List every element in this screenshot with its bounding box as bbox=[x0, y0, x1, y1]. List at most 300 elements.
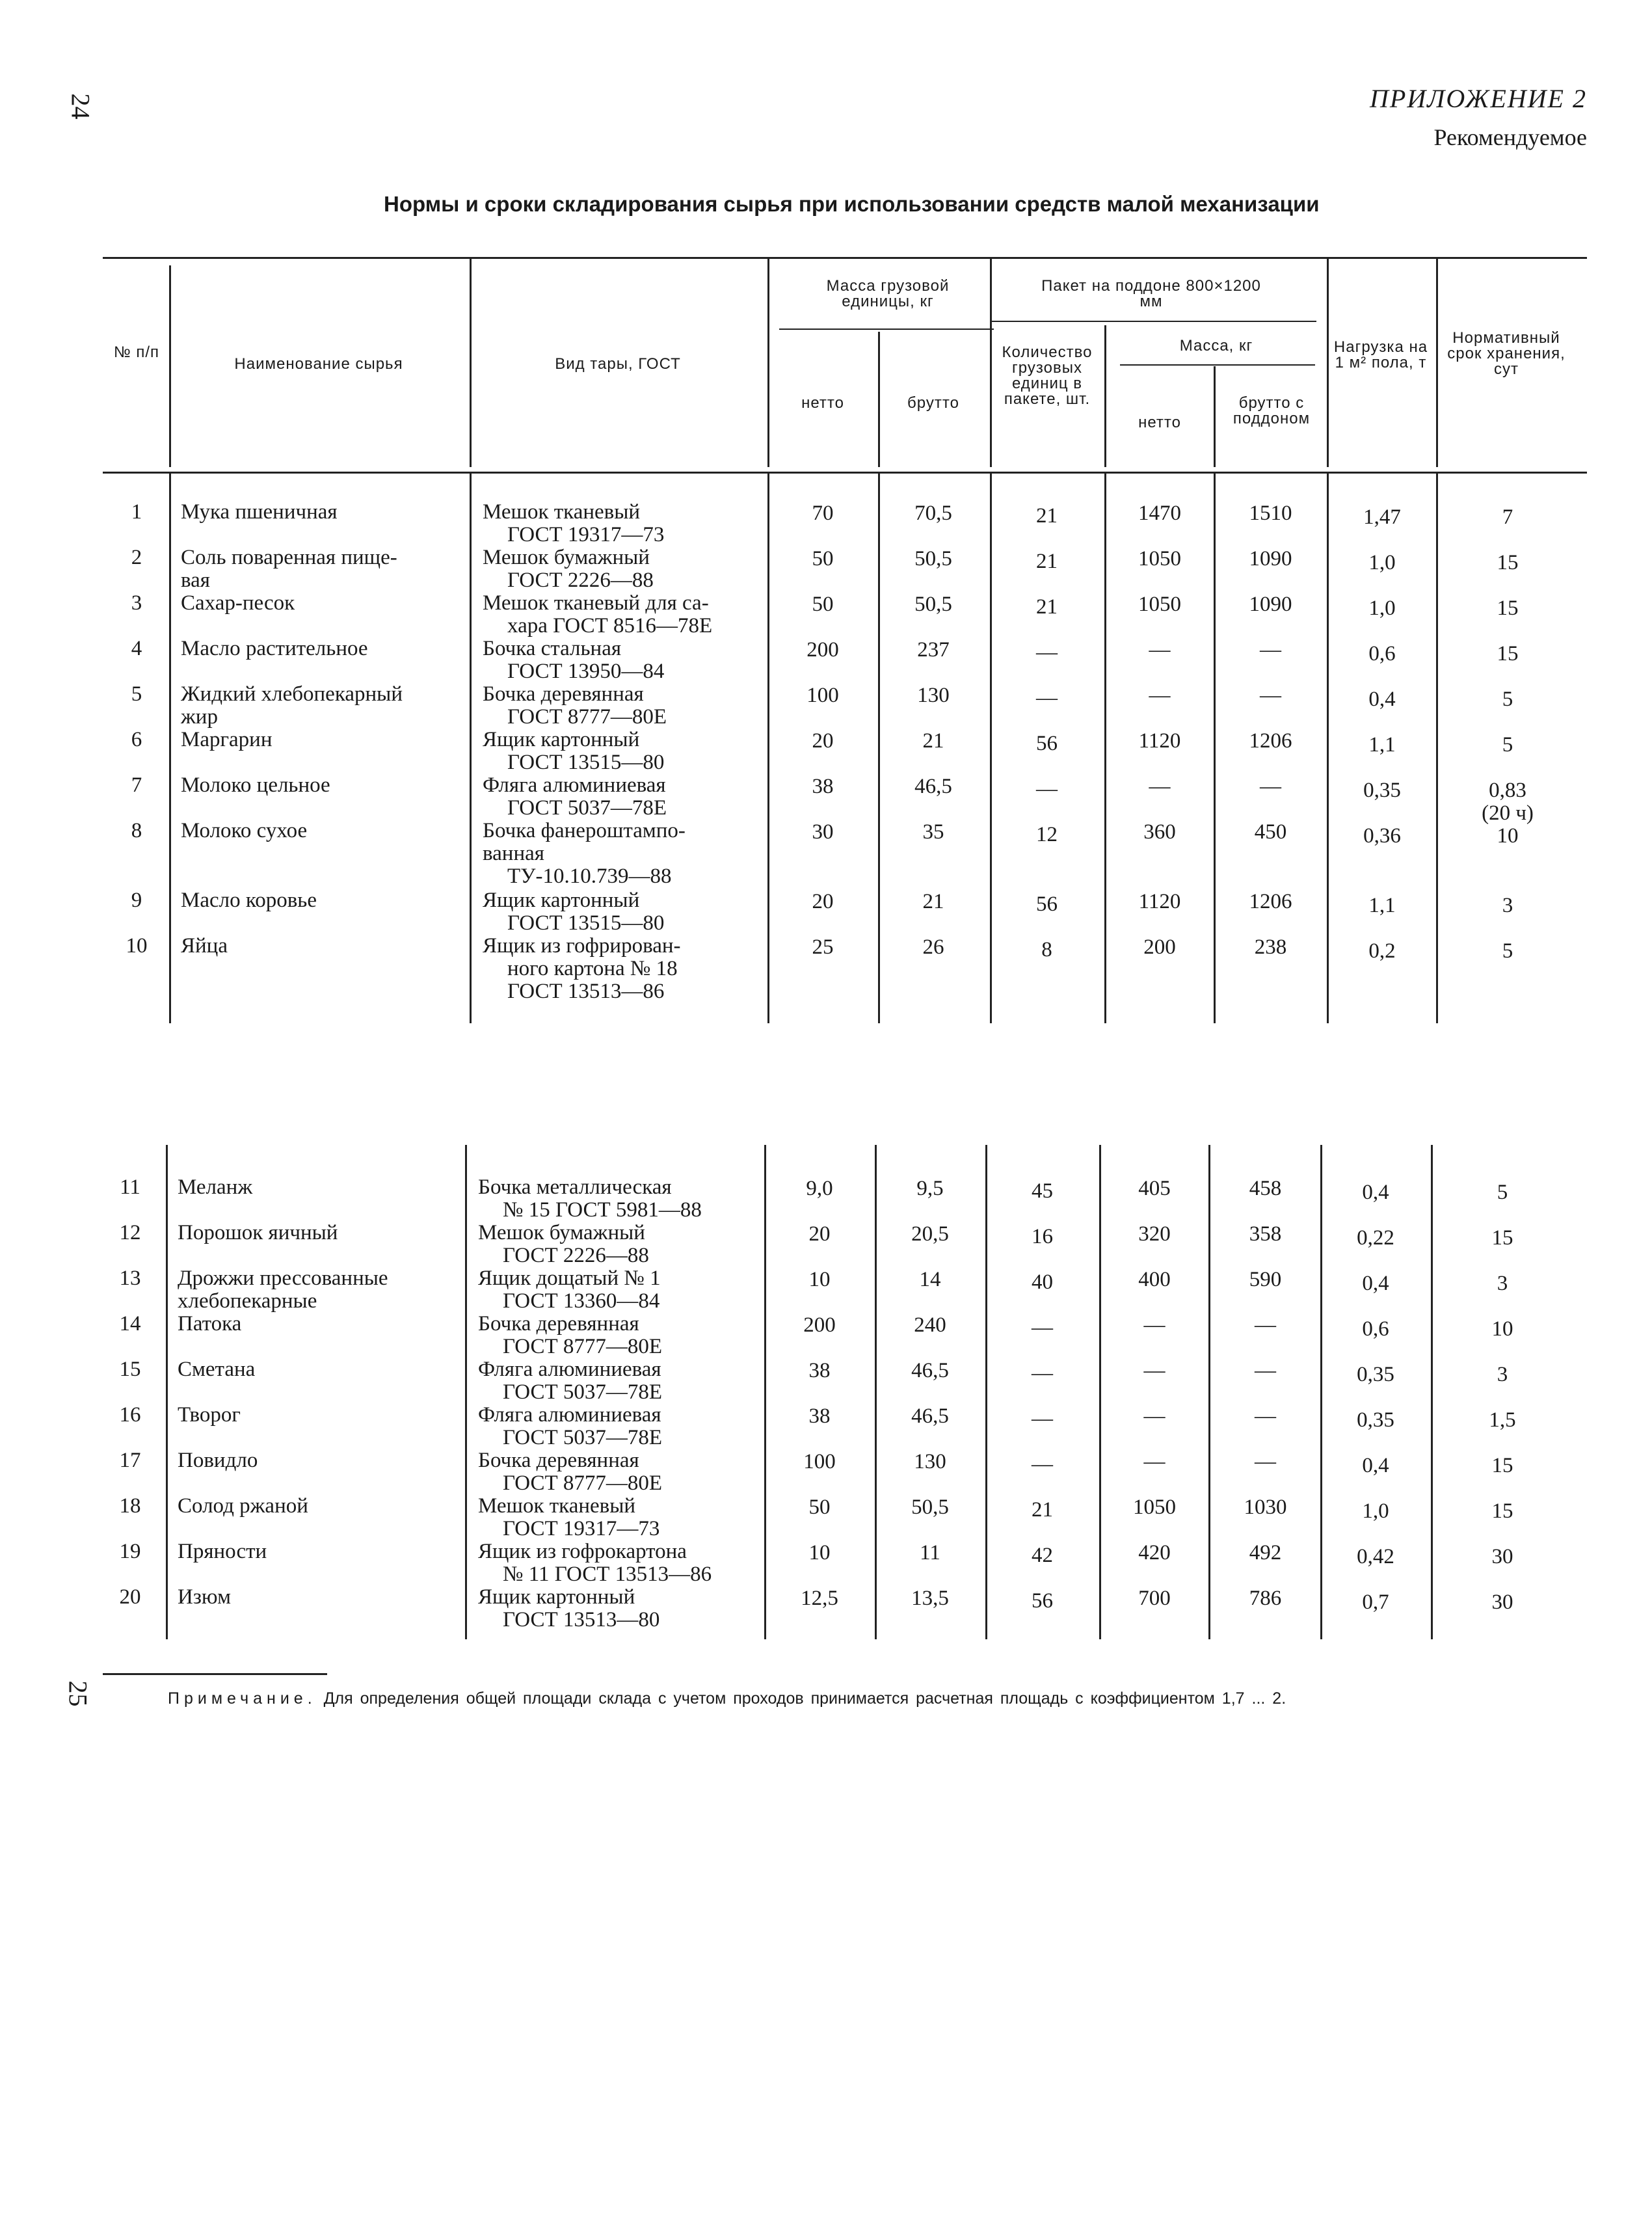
status-label: Рекомендуемое bbox=[1433, 124, 1587, 150]
cell-netto: 10 bbox=[808, 1541, 831, 1564]
body-divider bbox=[875, 1145, 877, 1639]
cell-pkg-netto: — bbox=[1149, 638, 1171, 662]
cell-load: 0,6 bbox=[1368, 642, 1396, 665]
col-header-name: Наименование сырья bbox=[234, 355, 403, 373]
cell-pkg-brutto: 1030 bbox=[1244, 1496, 1287, 1519]
cell-tare-line: ГОСТ 8777—80Е bbox=[503, 1335, 663, 1358]
footnote-label: Примечание. bbox=[168, 1689, 317, 1708]
header-divider bbox=[169, 265, 171, 467]
cell-pkg-netto: 700 bbox=[1138, 1587, 1171, 1610]
cell-pkg-netto: 1050 bbox=[1138, 547, 1181, 570]
cell-tare-line: ГОСТ 8777—80Е bbox=[507, 705, 667, 729]
cell-name bbox=[178, 1449, 464, 1472]
cell-tare bbox=[478, 1586, 758, 1631]
cell-tare-line: Ящик из гофрокартона bbox=[478, 1540, 687, 1563]
cell-tare bbox=[483, 820, 762, 888]
cell-pkg-netto: — bbox=[1143, 1313, 1166, 1337]
cell-name bbox=[181, 774, 467, 797]
body-divider bbox=[990, 474, 992, 1023]
cell-count: 21 bbox=[1032, 1498, 1053, 1522]
cell-count: 56 bbox=[1036, 893, 1058, 916]
cell-brutto: 130 bbox=[914, 1450, 946, 1473]
cell-tare-line: № 15 ГОСТ 5981—88 bbox=[503, 1198, 702, 1222]
cell-netto: 100 bbox=[803, 1450, 836, 1473]
cell-tare-line: Бочка металлическая bbox=[478, 1175, 672, 1199]
cell-netto: 25 bbox=[812, 935, 834, 959]
cell-tare bbox=[483, 546, 762, 592]
body-divider bbox=[169, 474, 171, 1023]
cell-name-line: Сахар-песок bbox=[181, 591, 295, 615]
body-divider bbox=[1436, 474, 1438, 1023]
cell-pkg-netto: — bbox=[1143, 1404, 1166, 1428]
cell-storage-line: (20 ч) bbox=[1482, 801, 1534, 825]
cell-count: 21 bbox=[1036, 595, 1058, 619]
cell-netto: 70 bbox=[812, 502, 834, 525]
cell-tare bbox=[478, 1540, 758, 1586]
cell-tare-line: Фляга алюминиевая bbox=[483, 773, 666, 797]
cell-load: 1,47 bbox=[1363, 505, 1401, 529]
cell-num: 12 bbox=[119, 1221, 141, 1244]
cell-pkg-netto: 360 bbox=[1143, 820, 1176, 844]
cell-tare-line: Ящик картонный bbox=[483, 889, 640, 912]
cell-brutto: 50,5 bbox=[914, 593, 952, 616]
cell-netto: 20 bbox=[808, 1222, 831, 1246]
cell-count: — bbox=[1032, 1407, 1053, 1430]
cell-storage-line: 3 bbox=[1497, 1363, 1508, 1386]
cell-netto: 38 bbox=[812, 775, 834, 798]
page-number-top: 24 bbox=[66, 93, 96, 120]
col-header-brutto: брутто bbox=[907, 394, 959, 412]
cell-tare-line: ГОСТ 5037—78Е bbox=[503, 1426, 663, 1449]
footnote-rule bbox=[103, 1673, 327, 1675]
cell-pkg-netto: 405 bbox=[1138, 1177, 1171, 1200]
cell-pkg-brutto: 1206 bbox=[1249, 890, 1292, 913]
cell-netto: 20 bbox=[812, 890, 834, 913]
cell-tare-line: Ящик дощатый № 1 bbox=[478, 1267, 661, 1290]
cell-storage bbox=[1434, 1363, 1571, 1386]
cell-pkg-brutto: — bbox=[1255, 1450, 1276, 1473]
cell-tare-line: Ящик из гофрирован- bbox=[483, 934, 681, 958]
cell-tare bbox=[478, 1313, 758, 1358]
cell-name-line: Сметана bbox=[178, 1358, 256, 1381]
cell-pkg-netto: — bbox=[1149, 775, 1171, 798]
cell-tare bbox=[478, 1449, 758, 1495]
cell-num: 20 bbox=[119, 1585, 141, 1609]
cell-pkg-brutto: — bbox=[1260, 775, 1281, 798]
cell-name-line: Масло растительное bbox=[181, 637, 368, 660]
cell-netto: 200 bbox=[806, 638, 839, 662]
cell-pkg-netto: — bbox=[1143, 1359, 1166, 1382]
cell-count: 21 bbox=[1036, 550, 1058, 573]
cell-name bbox=[178, 1358, 464, 1381]
cell-name bbox=[181, 820, 467, 842]
cell-name bbox=[181, 592, 467, 615]
cell-tare bbox=[478, 1267, 758, 1313]
body-divider bbox=[767, 474, 769, 1023]
cell-brutto: 46,5 bbox=[914, 775, 952, 798]
cell-tare-line: Фляга алюминиевая bbox=[478, 1358, 661, 1381]
cell-pkg-brutto: — bbox=[1255, 1404, 1276, 1428]
cell-tare-line: Бочка фанерoштампо- bbox=[483, 819, 686, 842]
cell-tare-line: Ящик картонный bbox=[478, 1585, 635, 1609]
cell-tare-line: Бочка стальная bbox=[483, 637, 622, 660]
cell-netto: 38 bbox=[808, 1359, 831, 1382]
header-divider bbox=[767, 259, 769, 467]
col-header-storage: Нормативный срок хранения, сут bbox=[1447, 329, 1565, 378]
cell-name bbox=[178, 1495, 464, 1518]
cell-brutto: 26 bbox=[922, 935, 944, 959]
cell-tare bbox=[478, 1495, 758, 1540]
cell-brutto: 70,5 bbox=[914, 502, 952, 525]
cell-name bbox=[178, 1313, 464, 1335]
cell-brutto: 50,5 bbox=[914, 547, 952, 570]
cell-netto: 50 bbox=[812, 593, 834, 616]
cell-pkg-netto: 200 bbox=[1143, 935, 1176, 959]
cell-storage bbox=[1434, 1181, 1571, 1204]
col-header-pkg-netto: нетто bbox=[1138, 414, 1181, 431]
cell-count: 42 bbox=[1032, 1544, 1053, 1567]
cell-tare-line: Бочка деревянная bbox=[478, 1312, 639, 1335]
cell-count: — bbox=[1032, 1362, 1053, 1385]
cell-tare-line: Мешок бумажный bbox=[483, 546, 650, 569]
cell-tare-line: ГОСТ 8777—80Е bbox=[503, 1471, 663, 1495]
col-header-pkg-brutto: брутто с поддоном bbox=[1232, 394, 1311, 427]
cell-pkg-brutto: — bbox=[1255, 1359, 1276, 1382]
body-divider bbox=[465, 1145, 467, 1639]
cell-brutto: 46,5 bbox=[911, 1359, 949, 1382]
cell-load: 0,7 bbox=[1362, 1590, 1389, 1614]
cell-tare bbox=[483, 729, 762, 774]
cell-tare bbox=[483, 889, 762, 935]
cell-netto: 50 bbox=[808, 1496, 831, 1519]
cell-name-line: Молоко сухое bbox=[181, 819, 308, 842]
cell-tare-line: Мешок тканевый для са- bbox=[483, 591, 709, 615]
cell-storage bbox=[1439, 734, 1576, 757]
body-divider bbox=[878, 474, 880, 1023]
cell-netto: 20 bbox=[812, 729, 834, 753]
cell-pkg-netto: 1120 bbox=[1138, 729, 1181, 753]
col-header-load: Нагрузка на 1 м² пола, т bbox=[1333, 338, 1428, 371]
cell-storage bbox=[1434, 1546, 1571, 1568]
cell-tare-line: ГОСТ 2226—88 bbox=[503, 1244, 649, 1267]
cell-pkg-netto: 1050 bbox=[1138, 593, 1181, 616]
cell-tare-line: Фляга алюминиевая bbox=[478, 1403, 661, 1427]
cell-tare-line: ного картона № 18 bbox=[507, 957, 678, 980]
table-header-bottom-rule bbox=[103, 472, 1587, 474]
cell-name-line: Творог bbox=[178, 1403, 241, 1427]
body-divider bbox=[1214, 474, 1216, 1023]
cell-tare-line: ГОСТ 13515—80 bbox=[507, 751, 665, 774]
cell-tare-line: хара ГОСТ 8516—78Е bbox=[507, 614, 713, 638]
header-divider bbox=[1104, 325, 1106, 467]
cell-storage-line: 15 bbox=[1497, 597, 1519, 620]
cell-pkg-netto: 1470 bbox=[1138, 502, 1181, 525]
cell-pkg-brutto: — bbox=[1260, 684, 1281, 707]
cell-name-line: Патока bbox=[178, 1312, 242, 1335]
cell-brutto: 130 bbox=[917, 684, 950, 707]
cell-pkg-brutto: 358 bbox=[1249, 1222, 1282, 1246]
cell-name-line: Яйца bbox=[181, 934, 228, 958]
cell-name bbox=[178, 1222, 464, 1244]
mass-kg-rule bbox=[1120, 364, 1315, 366]
cell-name-line: Соль поваренная пище- bbox=[181, 546, 397, 569]
cell-name bbox=[178, 1404, 464, 1427]
cell-name-line: жир bbox=[181, 705, 218, 729]
cell-name-line: Повидло bbox=[178, 1449, 258, 1472]
cell-storage bbox=[1439, 894, 1576, 917]
cell-storage-line: 30 bbox=[1491, 1590, 1513, 1614]
cell-storage bbox=[1434, 1591, 1571, 1614]
cell-num: 1 bbox=[131, 500, 142, 524]
cell-storage-line: 10 bbox=[1497, 824, 1519, 848]
cell-brutto: 20,5 bbox=[911, 1222, 949, 1246]
col-header-netto: нетто bbox=[801, 394, 844, 412]
cell-load: 0,42 bbox=[1357, 1545, 1394, 1568]
cell-count: 56 bbox=[1032, 1589, 1053, 1613]
cell-name bbox=[181, 729, 467, 751]
body-divider bbox=[1104, 474, 1106, 1023]
cell-tare-line: ГОСТ 5037—78Е bbox=[507, 796, 667, 820]
cell-name bbox=[181, 935, 467, 958]
cell-load: 0,2 bbox=[1368, 939, 1396, 963]
table-top-rule bbox=[103, 257, 1587, 259]
cell-storage-line: 15 bbox=[1497, 642, 1519, 665]
cell-num: 5 bbox=[131, 682, 142, 706]
cell-storage bbox=[1434, 1227, 1571, 1250]
cell-load: 0,4 bbox=[1362, 1272, 1389, 1295]
body-divider bbox=[1431, 1145, 1433, 1639]
cell-count: 40 bbox=[1032, 1270, 1053, 1294]
cell-tare-line: ТУ-10.10.739—88 bbox=[507, 865, 672, 888]
cell-num: 11 bbox=[120, 1175, 140, 1199]
cell-tare bbox=[478, 1176, 758, 1222]
cell-storage-line: 15 bbox=[1491, 1454, 1513, 1477]
cell-netto: 9,0 bbox=[806, 1177, 833, 1200]
cell-storage bbox=[1439, 779, 1576, 825]
cell-load: 0,35 bbox=[1357, 1363, 1394, 1386]
cell-num: 13 bbox=[119, 1267, 141, 1290]
cell-tare-line: ГОСТ 13360—84 bbox=[503, 1289, 660, 1313]
header-divider bbox=[990, 259, 992, 467]
header-divider bbox=[1327, 259, 1329, 467]
cell-netto: 10 bbox=[808, 1268, 831, 1291]
cell-tare bbox=[483, 683, 762, 729]
appendix-label: ПРИЛОЖЕНИЕ 2 bbox=[1370, 84, 1587, 113]
cell-brutto: 9,5 bbox=[916, 1177, 944, 1200]
col-header-tare: Вид тары, ГОСТ bbox=[555, 355, 681, 373]
cell-storage-line: 5 bbox=[1497, 1181, 1508, 1204]
cell-load: 0,36 bbox=[1363, 824, 1401, 848]
cell-pkg-netto: — bbox=[1143, 1450, 1166, 1473]
page-title: Нормы и сроки складирования сырья при использовании средств малой механизации bbox=[384, 192, 1320, 216]
cell-brutto: 13,5 bbox=[911, 1587, 949, 1610]
cell-tare-line: ГОСТ 5037—78Е bbox=[503, 1380, 663, 1404]
cell-pkg-netto: 1050 bbox=[1133, 1496, 1176, 1519]
col-header-unit-mass: Масса грузовой единицы, кг bbox=[826, 277, 950, 310]
cell-name bbox=[178, 1176, 464, 1199]
cell-tare-line: ГОСТ 19317—73 bbox=[503, 1517, 660, 1540]
cell-tare bbox=[483, 592, 762, 638]
cell-name-line: Пряности bbox=[178, 1540, 267, 1563]
cell-name bbox=[181, 501, 467, 524]
cell-brutto: 237 bbox=[917, 638, 950, 662]
cell-count: — bbox=[1036, 641, 1058, 664]
cell-netto: 50 bbox=[812, 547, 834, 570]
cell-name bbox=[181, 638, 467, 660]
cell-num: 17 bbox=[119, 1449, 141, 1472]
cell-name bbox=[181, 683, 467, 729]
cell-storage bbox=[1439, 643, 1576, 665]
cell-storage-line: 0,83 bbox=[1489, 779, 1526, 802]
cell-tare-line: ГОСТ 19317—73 bbox=[507, 523, 665, 546]
cell-brutto: 50,5 bbox=[911, 1496, 949, 1519]
body-divider bbox=[470, 474, 472, 1023]
cell-count: — bbox=[1036, 777, 1058, 801]
body-divider bbox=[985, 1145, 987, 1639]
col-header-package: Пакет на поддоне 800×1200 мм bbox=[1041, 277, 1261, 310]
cell-tare-line: ванная bbox=[483, 842, 544, 865]
cell-brutto: 240 bbox=[914, 1313, 946, 1337]
cell-num: 19 bbox=[119, 1540, 141, 1563]
cell-brutto: 14 bbox=[919, 1268, 941, 1291]
cell-tare-line: ГОСТ 13515—80 bbox=[507, 911, 665, 935]
cell-name-line: вая bbox=[181, 569, 210, 592]
cell-storage bbox=[1434, 1455, 1571, 1477]
cell-netto: 30 bbox=[812, 820, 834, 844]
cell-storage-line: 7 bbox=[1502, 505, 1513, 529]
col-header-num: № п/п bbox=[113, 343, 160, 361]
unit-mass-rule bbox=[779, 329, 994, 330]
cell-name-line: Дрожжи прессованные bbox=[178, 1267, 388, 1290]
cell-load: 1,1 bbox=[1368, 894, 1396, 917]
cell-pkg-brutto: 786 bbox=[1249, 1587, 1282, 1610]
cell-pkg-brutto: 1090 bbox=[1249, 593, 1292, 616]
cell-pkg-netto: 320 bbox=[1138, 1222, 1171, 1246]
cell-pkg-netto: — bbox=[1149, 684, 1171, 707]
cell-num: 2 bbox=[131, 546, 142, 569]
cell-tare-line: Бочка деревянная bbox=[483, 682, 644, 706]
cell-num: 10 bbox=[126, 934, 148, 958]
cell-name bbox=[181, 546, 467, 592]
body-divider bbox=[166, 1145, 168, 1639]
cell-brutto: 46,5 bbox=[911, 1404, 949, 1428]
cell-tare bbox=[483, 774, 762, 820]
col-header-mass-kg: Масса, кг bbox=[1179, 337, 1253, 355]
cell-storage-line: 15 bbox=[1491, 1226, 1513, 1250]
cell-tare bbox=[478, 1358, 758, 1404]
cell-load: 0,4 bbox=[1362, 1454, 1389, 1477]
cell-name-line: Масло коровье bbox=[181, 889, 317, 912]
cell-count: 21 bbox=[1036, 504, 1058, 528]
cell-name-line: Порошок яичный bbox=[178, 1221, 338, 1244]
package-rule bbox=[990, 321, 1316, 322]
cell-name-line: хлебопекарные bbox=[178, 1289, 317, 1313]
cell-name-line: Маргарин bbox=[181, 728, 273, 751]
cell-tare bbox=[483, 501, 762, 546]
cell-storage bbox=[1439, 552, 1576, 574]
cell-num: 9 bbox=[131, 889, 142, 912]
cell-load: 0,4 bbox=[1362, 1181, 1389, 1204]
cell-tare-line: Мешок тканевый bbox=[483, 500, 641, 524]
header-divider bbox=[878, 332, 880, 467]
cell-storage-line: 5 bbox=[1502, 939, 1513, 963]
cell-name bbox=[181, 889, 467, 912]
body-divider bbox=[764, 1145, 766, 1639]
cell-storage-line: 30 bbox=[1491, 1545, 1513, 1568]
cell-num: 4 bbox=[131, 637, 142, 660]
cell-storage bbox=[1434, 1500, 1571, 1523]
cell-storage-line: 15 bbox=[1497, 551, 1519, 574]
footnote-text: Для определения общей площади склада с учетом проходов принимается расчетная площадь с коэффициентом 1,7 ... 2. bbox=[323, 1689, 1286, 1708]
cell-tare-line: Мешок бумажный bbox=[478, 1221, 645, 1244]
cell-pkg-brutto: 450 bbox=[1254, 820, 1287, 844]
cell-netto: 12,5 bbox=[801, 1587, 838, 1610]
cell-num: 16 bbox=[119, 1403, 141, 1427]
cell-netto: 200 bbox=[803, 1313, 836, 1337]
cell-count: — bbox=[1032, 1316, 1053, 1339]
cell-num: 6 bbox=[131, 728, 142, 751]
cell-pkg-netto: 420 bbox=[1138, 1541, 1171, 1564]
body-divider bbox=[1208, 1145, 1210, 1639]
cell-pkg-netto: 1120 bbox=[1138, 890, 1181, 913]
cell-pkg-brutto: 1206 bbox=[1249, 729, 1292, 753]
cell-storage-line: 3 bbox=[1497, 1272, 1508, 1295]
body-divider bbox=[1099, 1145, 1101, 1639]
col-header-count: Количество грузовых единиц в пакете, шт. bbox=[1002, 343, 1093, 408]
body-divider bbox=[1320, 1145, 1322, 1639]
cell-load: 0,6 bbox=[1362, 1317, 1389, 1341]
footnote bbox=[168, 1689, 1286, 1708]
cell-pkg-brutto: 492 bbox=[1249, 1541, 1282, 1564]
cell-num: 14 bbox=[119, 1312, 141, 1335]
cell-name-line: Жидкий хлебопекарный bbox=[181, 682, 403, 706]
cell-tare bbox=[478, 1404, 758, 1449]
cell-netto: 38 bbox=[808, 1404, 831, 1428]
cell-storage bbox=[1434, 1318, 1571, 1341]
cell-pkg-brutto: — bbox=[1255, 1313, 1276, 1337]
cell-storage bbox=[1439, 688, 1576, 711]
cell-tare-line: ГОСТ 2226—88 bbox=[507, 569, 654, 592]
cell-storage bbox=[1434, 1272, 1571, 1295]
cell-load: 1,1 bbox=[1368, 733, 1396, 757]
cell-tare bbox=[483, 935, 762, 1003]
cell-num: 8 bbox=[131, 819, 142, 842]
page-number-bottom: 25 bbox=[63, 1680, 93, 1707]
cell-num: 15 bbox=[119, 1358, 141, 1381]
cell-tare bbox=[478, 1222, 758, 1267]
cell-brutto: 21 bbox=[922, 890, 944, 913]
header-divider bbox=[1436, 259, 1438, 467]
cell-tare-line: Ящик картонный bbox=[483, 728, 640, 751]
cell-pkg-brutto: — bbox=[1260, 638, 1281, 662]
cell-storage-line: 5 bbox=[1502, 733, 1513, 757]
cell-storage-line: 10 bbox=[1491, 1317, 1513, 1341]
cell-count: 56 bbox=[1036, 732, 1058, 755]
cell-name bbox=[178, 1540, 464, 1563]
cell-storage bbox=[1439, 825, 1576, 848]
body-divider bbox=[1327, 474, 1329, 1023]
cell-pkg-brutto: 590 bbox=[1249, 1268, 1282, 1291]
cell-tare-line: Мешок тканевый bbox=[478, 1494, 636, 1518]
cell-load: 1,0 bbox=[1362, 1499, 1389, 1523]
cell-tare-line: ГОСТ 13513—80 bbox=[503, 1608, 660, 1631]
cell-storage-line: 3 bbox=[1502, 894, 1513, 917]
cell-tare-line: ГОСТ 13513—86 bbox=[507, 980, 665, 1003]
cell-num: 3 bbox=[131, 591, 142, 615]
cell-name bbox=[178, 1586, 464, 1609]
cell-storage-line: 1,5 bbox=[1489, 1408, 1516, 1432]
header-divider bbox=[470, 259, 472, 467]
